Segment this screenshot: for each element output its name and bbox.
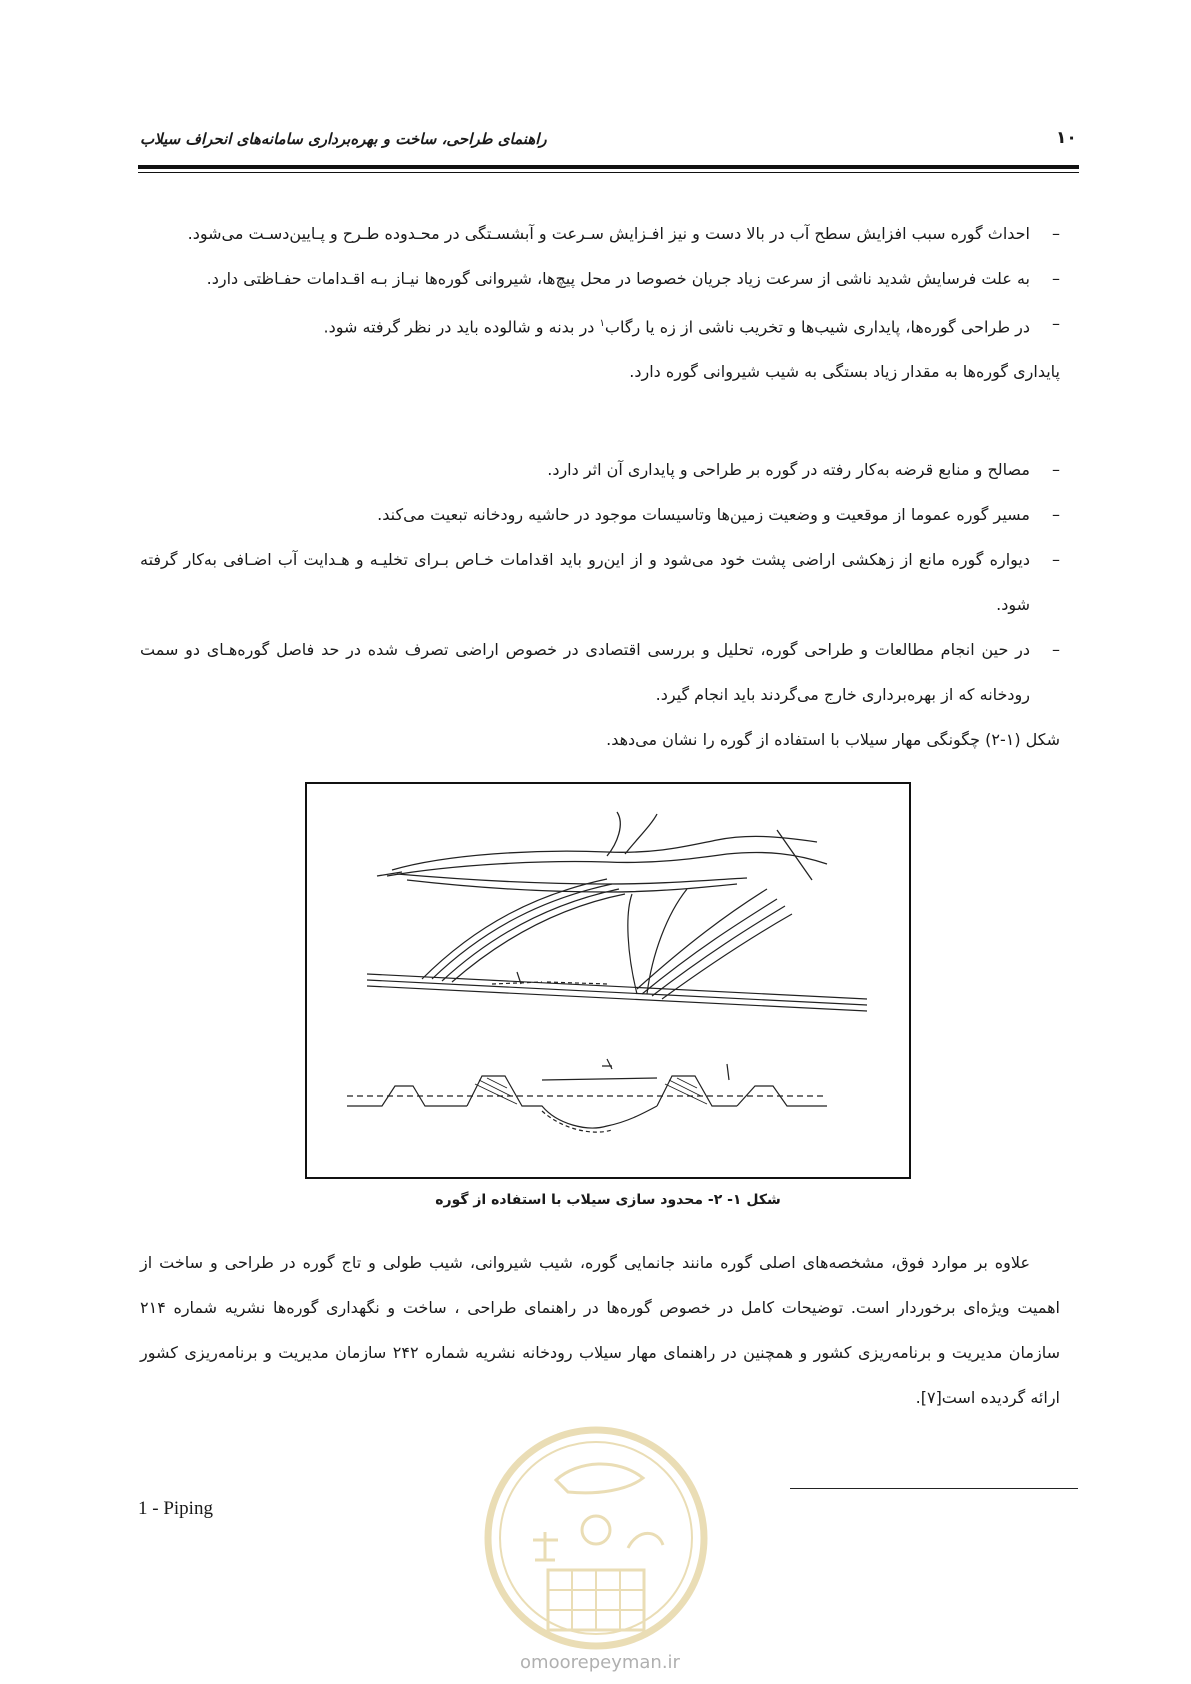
stability-sentence: پایداری گوره‌ها به مقدار زیاد بستگی به شیب شیروانی گوره دارد. — [629, 362, 1060, 382]
footnote: 1 - Piping — [138, 1498, 213, 1519]
footnote-rule — [790, 1488, 1078, 1489]
watermark-url: omoorepeyman.ir — [520, 1652, 680, 1673]
bullet-dash: – — [1052, 224, 1060, 243]
list-item — [140, 492, 1060, 537]
bullet-dash: – — [1052, 640, 1060, 659]
footnote-marker: ۱ — [599, 318, 605, 329]
list-item — [140, 447, 1060, 492]
bullet-text: مسیر گوره عموما از موقعیت و وضعیت زمین‌ها وتاسیسات موجود در حاشیه رودخانه تبعیت می‌کند. — [377, 505, 1030, 524]
page-number: ۱۰ — [1056, 128, 1077, 148]
bullet-list-1 — [140, 211, 1060, 394]
list-item — [140, 301, 1060, 349]
header-title: راهنمای طراحی، ساخت و بهره‌برداری سامانه‌های انحراف سیلاب — [140, 130, 547, 148]
bullet-text-continued: در بدنه و شالوده باید در نظر گرفته شود. — [323, 317, 595, 337]
levee-cross-section — [347, 1059, 827, 1132]
bullet-dash: – — [1052, 505, 1060, 524]
levee-figure — [305, 782, 911, 1179]
bullet-text: در حین انجام مطالعات و طراحی گوره، تحلیل و بررسی اقتصادی در خصوص اراضی تصرف شده در حد فاصل گوره‌هـای دو سمت رودخانه که از بهره‌برداری خارج می‌گردند باید انجام گیرد. — [140, 640, 1030, 704]
levee-perspective-view — [367, 879, 867, 1011]
figure-caption: شکل ۱- ۲- محدود سازی سیلاب با استفاده از گوره — [435, 1192, 781, 1208]
list-item — [140, 211, 1060, 256]
bullet-text: احداث گوره سبب افزایش سطح آب در بالا دست و نیز افـزایش سـرعت و آبشسـتگی در محـدوده طـرح و پـایین‌دسـت می‌شود. — [187, 224, 1030, 243]
header-rule-thick — [138, 165, 1079, 169]
closing-paragraph-text: علاوه بر موارد فوق، مشخصه‌های اصلی گوره مانند جانمایی گوره، شیب شیروانی، شیب طولی و تاج گوره در طراحی و ساخت از اهمیت ویژه‌ای برخوردار است. توضیحات کامل در خصوص گوره‌ها در راهنمای طراحی ، ساخت و نگهداری گوره‌ها نشریه شماره ۲۱۴ سازمان مدیریت و برنامه‌ریزی کشور و همچنین در راهنمای مهار سیلاب رودخانه نشریه شماره ۲۴۲ سازمان مدیریت و برنامه‌ریزی کشور ارائه گردیده است[۷]. — [140, 1253, 1060, 1407]
closing-paragraph — [140, 1240, 1060, 1420]
bullet-dash: – — [1052, 460, 1060, 479]
bullet-text: مصالح و منابع قرضه به‌کار رفته در گوره بر طراحی و پایداری آن اثر دارد. — [547, 460, 1030, 479]
bullet-text: به علت فرسایش شدید ناشی از سرعت زیاد جریان خصوصا در محل پیچ‌ها، شیروانی گوره‌ها نیـاز بـه اقـدامات حفـاظتی دارد. — [206, 269, 1030, 288]
list-item — [140, 256, 1060, 301]
bullet-text: دیواره گوره مانع از زهکشی اراضی پشت خود می‌شود و از این‌رو باید اقدامات خـاص بـرای تخلیـه و هـدایت آب اضـافی به‌کار گرفته شود. — [140, 550, 1030, 614]
bullet-dash: – — [1052, 550, 1060, 569]
bullet-dash: – — [1052, 314, 1060, 333]
bullet-dash: – — [1052, 269, 1060, 288]
header-rule-thin — [138, 172, 1079, 173]
figure-intro: شکل (۱-۲) چگونگی مهار سیلاب با استفاده از گوره را نشان می‌دهد. — [606, 730, 1060, 749]
list-item — [140, 627, 1060, 717]
levee-drawing — [307, 784, 909, 1177]
watermark-logo — [478, 1420, 714, 1660]
bullet-text: در طراحی گوره‌ها، پایداری شیب‌ها و تخریب ناشی از زه یا رگاب — [604, 317, 1030, 337]
bullet-list-2 — [140, 447, 1060, 762]
list-item — [140, 537, 1060, 627]
